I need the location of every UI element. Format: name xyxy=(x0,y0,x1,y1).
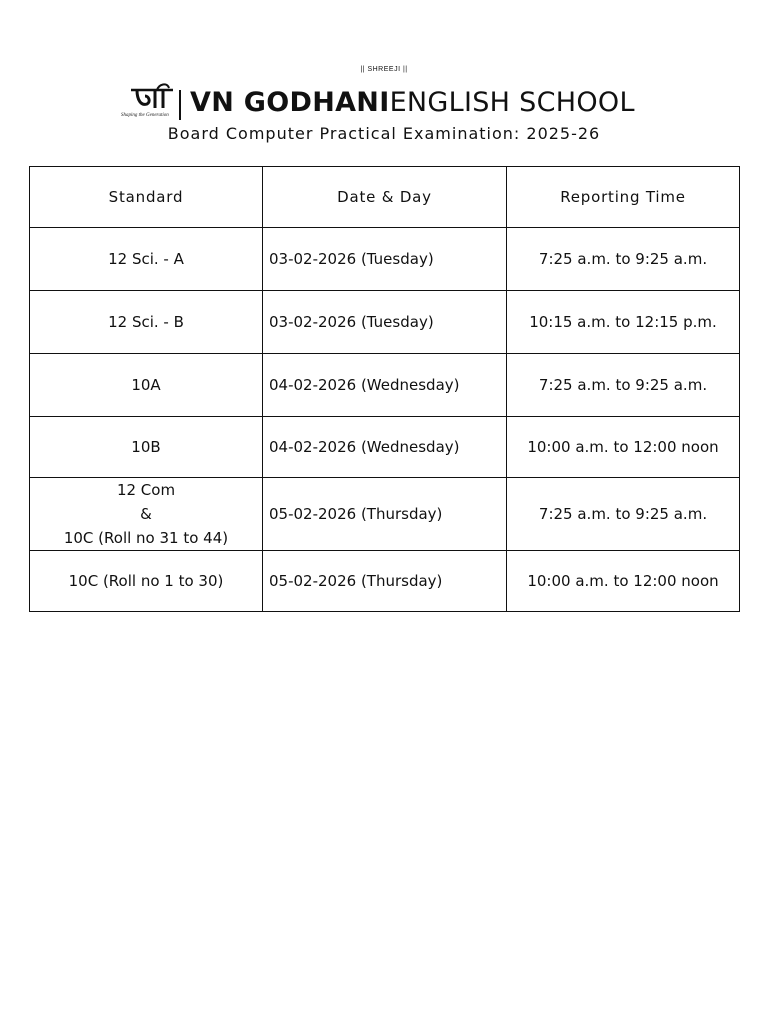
cell-time: 7:25 a.m. to 9:25 a.m. xyxy=(507,354,740,417)
standard-line: 10C (Roll no 31 to 44) xyxy=(63,529,229,547)
column-header-date-day: Date & Day xyxy=(263,167,507,228)
cell-date: 05-02-2026 (Thursday) xyxy=(263,551,507,612)
table-row xyxy=(30,417,740,478)
school-name xyxy=(190,86,635,120)
cell-standard: 10C (Roll no 1 to 30) xyxy=(30,551,263,612)
standard-line: & xyxy=(140,505,152,523)
school-logo-icon xyxy=(129,82,177,114)
table-row xyxy=(30,551,740,612)
school-name-bold: VN GODHANI xyxy=(190,87,390,118)
cell-date: 03-02-2026 (Tuesday) xyxy=(263,228,507,291)
logo-tagline: Shaping the Generation xyxy=(121,113,169,118)
cell-date: 04-02-2026 (Wednesday) xyxy=(263,417,507,478)
cell-date: 04-02-2026 (Wednesday) xyxy=(263,354,507,417)
column-header-standard: Standard xyxy=(30,167,263,228)
cell-time: 10:00 a.m. to 12:00 noon xyxy=(507,551,740,612)
cell-standard: 12 Sci. - B xyxy=(30,291,263,354)
cell-standard xyxy=(30,478,263,551)
table-row xyxy=(30,354,740,417)
cell-time: 7:25 a.m. to 9:25 a.m. xyxy=(507,478,740,551)
exam-title: Board Computer Practical Examination: 2025-26 xyxy=(167,124,601,143)
table-row xyxy=(30,228,740,291)
exam-schedule-table xyxy=(29,166,740,612)
logo-divider xyxy=(179,90,181,120)
cell-date: 03-02-2026 (Tuesday) xyxy=(263,291,507,354)
column-header-reporting-time: Reporting Time xyxy=(507,167,740,228)
cell-date: 05-02-2026 (Thursday) xyxy=(263,478,507,551)
cell-time: 10:15 a.m. to 12:15 p.m. xyxy=(507,291,740,354)
standard-line: 12 Com xyxy=(116,481,176,499)
school-name-light: ENGLISH SCHOOL xyxy=(389,87,635,118)
table-header-row xyxy=(30,167,740,228)
table-row xyxy=(30,291,740,354)
cell-standard: 10B xyxy=(30,417,263,478)
cell-time: 10:00 a.m. to 12:00 noon xyxy=(507,417,740,478)
cell-standard: 10A xyxy=(30,354,263,417)
school-header xyxy=(115,82,675,122)
shreeji-header: || SHREEJI || xyxy=(360,66,408,73)
cell-standard: 12 Sci. - A xyxy=(30,228,263,291)
cell-time: 7:25 a.m. to 9:25 a.m. xyxy=(507,228,740,291)
table-row xyxy=(30,478,740,551)
